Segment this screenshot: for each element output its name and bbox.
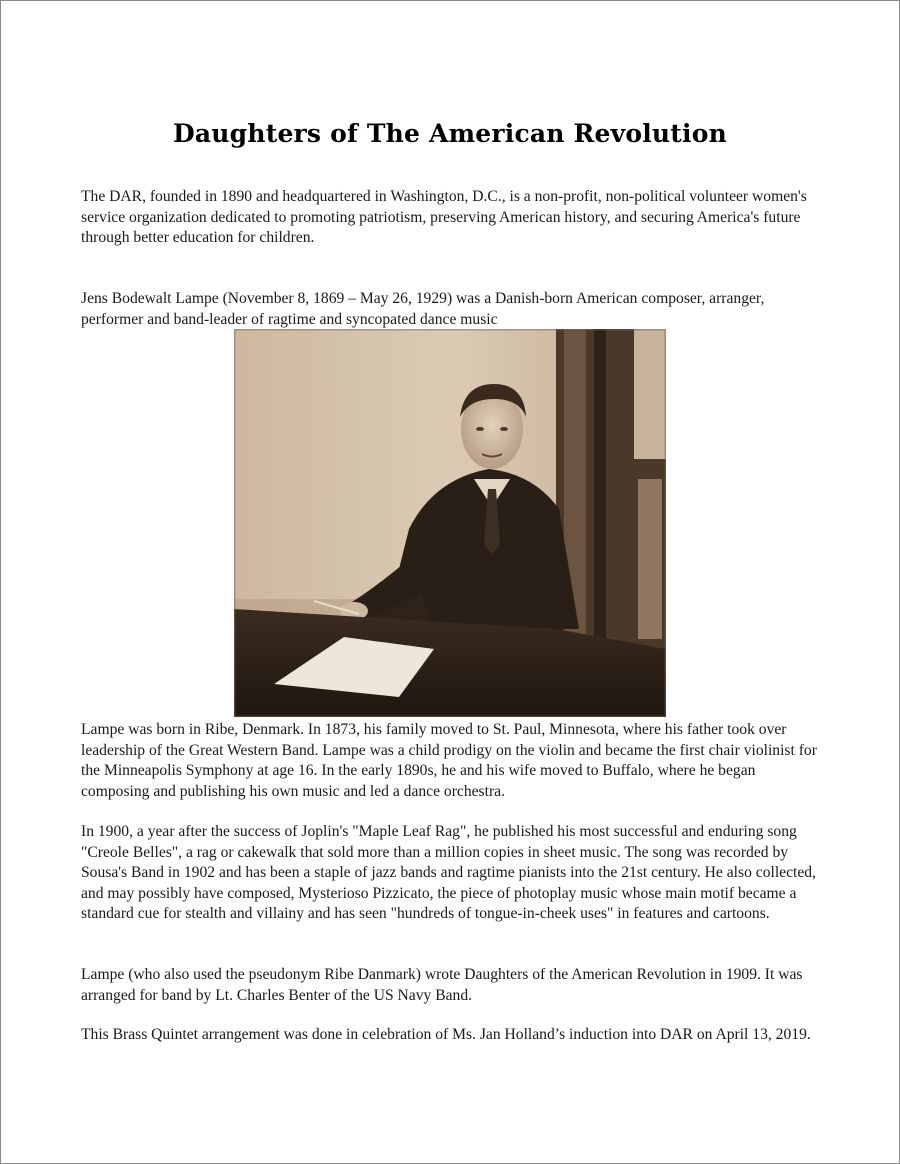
page-title: Daughters of The American Revolution	[172, 119, 727, 148]
paragraph-brass-quintet: This Brass Quintet arrangement was done in celebration of Ms. Jan Holland’s induction into DAR on April 13, 2019.	[81, 1026, 811, 1043]
paragraph-lampe-biography: Lampe was born in Ribe, Denmark. In 1873, his family moved to St. Paul, Minnesota, where his father took over leadership of the Great Western Band. Lampe was a child prodigy on the violin and became the first chair violinist for the Minneapolis Symphony at age 16. In the early 1890s, he and his wife moved to Buffalo, where he began composing and publishing his own music and led a dance orchestra.	[81, 721, 817, 800]
portrait-photo	[234, 329, 666, 717]
paragraph-creole-belles: In 1900, a year after the success of Joplin's "Maple Leaf Rag", he published his most successful and enduring song "Creole Belles", a rag or cakewalk that sold more than a million copies in sheet music. The song was recorded by Sousa's Band in 1902 and has been a staple of jazz bands and ragtime pianists into the 21st century. He also collected, and may possibly have composed, Mysterioso Pizzicato, the piece of photoplay music whose main motif became a standard cue for stealth and villainy and has seen "hundreds of tongue-in-cheek uses" in features and cartoons.	[81, 823, 816, 922]
paragraph-dar-composition: Lampe (who also used the pseudonym Ribe Danmark) wrote Daughters of the American Revolution in 1909. It was arranged for band by Lt. Charles Benter of the US Navy Band.	[81, 966, 803, 1004]
paragraph-lampe-summary: Jens Bodewalt Lampe (November 8, 1869 – May 26, 1929) was a Danish-born American composer, arranger, performer and band-leader of ragtime and syncopated dance music	[81, 290, 765, 328]
paragraph-dar-intro: The DAR, founded in 1890 and headquartered in Washington, D.C., is a non-profit, non-political volunteer women's service organization dedicated to promoting patriotism, preserving American history, and securing America's future through better education for children.	[81, 188, 807, 246]
